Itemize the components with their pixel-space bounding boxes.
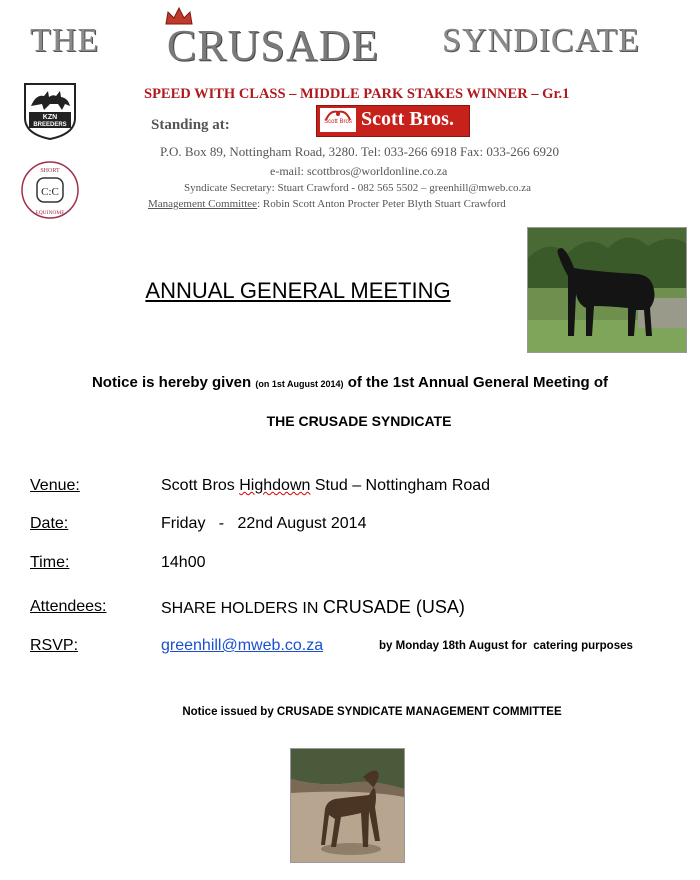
kzn-breeders-logo: [22, 82, 78, 140]
management-committee-label: Management Committee: [148, 198, 258, 210]
cc-center: C:C: [41, 186, 59, 198]
kzn-shield-icon: [22, 82, 78, 140]
syndicate-secretary: Syndicate Secretary: Stuart Crawford - 082 565 5502 – greenhill@mweb.co.za: [184, 182, 532, 194]
kzn-line1: KZN: [42, 114, 58, 121]
equinome-circle-icon: [20, 160, 80, 220]
venue-label: Venue:: [30, 477, 80, 494]
crusade-logo-word: CRUSADE: [166, 21, 380, 70]
foal-photo: [290, 748, 405, 863]
time-label: Time:: [30, 554, 70, 571]
kzn-line2: BREEDERS: [33, 122, 67, 128]
notice-text: [0, 374, 700, 391]
time-value: 14h00: [161, 554, 206, 571]
notice-issued-by: Notice issued by CRUSADE SYNDICATE MANAGEMENT COMMITTEE: [182, 706, 562, 718]
header-word-the: THE: [30, 22, 100, 59]
stud-email: e-mail: scottbros@worldonline.co.za: [270, 164, 448, 178]
cc-top: SHORT: [40, 168, 60, 174]
short-equinome-logo: [20, 160, 80, 220]
notice-post: of the 1st Annual General Meeting of: [343, 374, 609, 391]
venue-pre: Scott Bros: [161, 477, 240, 494]
venue-squig: Highdown: [239, 477, 311, 494]
header-word-syndicate: SYNDICATE: [442, 22, 640, 59]
management-committee-members: : Robin Scott Anton Procter Peter Blyth Stuart Crawford: [257, 198, 506, 210]
notice-date: (on 1st August 2014): [255, 379, 344, 389]
cc-bottom: EQUINOME: [35, 210, 65, 216]
venue-post: Stud – Nottingham Road: [310, 477, 491, 494]
rsvp-note: by Monday 18th August for catering purposes: [379, 640, 633, 652]
rsvp-label: RSVP:: [30, 637, 79, 654]
attendees-value: [161, 597, 465, 618]
postal-address: P.O. Box 89, Nottingham Road, 3280. Tel: 033-266 6918 Fax: 033-266 6920: [160, 144, 559, 159]
date-value: Friday - 22nd August 2014: [161, 515, 367, 532]
rsvp-email-link[interactable]: greenhill@mweb.co.za: [161, 637, 324, 654]
slogan: SPEED WITH CLASS – MIDDLE PARK STAKES WINNER – Gr.1: [144, 86, 570, 102]
scott-bros-name: Scott Bros.: [361, 108, 454, 130]
venue-value: [161, 477, 490, 495]
agm-title: ANNUAL GENERAL MEETING: [145, 278, 451, 303]
attendees-big: CRUSADE (USA): [322, 597, 465, 617]
crusade-logo: [158, 6, 388, 68]
attendees-label: Attendees:: [30, 598, 107, 615]
scott-bros-logo: [316, 105, 470, 137]
notice-pre: Notice is hereby given: [91, 374, 256, 391]
standing-at-label: Standing at:: [151, 117, 230, 133]
management-committee: [148, 198, 506, 210]
attendees-pre: SHARE HOLDERS IN: [161, 600, 323, 617]
date-label: Date:: [30, 515, 69, 532]
scott-bros-badge-text: Scott Bros: [324, 119, 352, 125]
foal-image: [291, 749, 404, 862]
syndicate-name: THE CRUSADE SYNDICATE: [266, 413, 452, 429]
